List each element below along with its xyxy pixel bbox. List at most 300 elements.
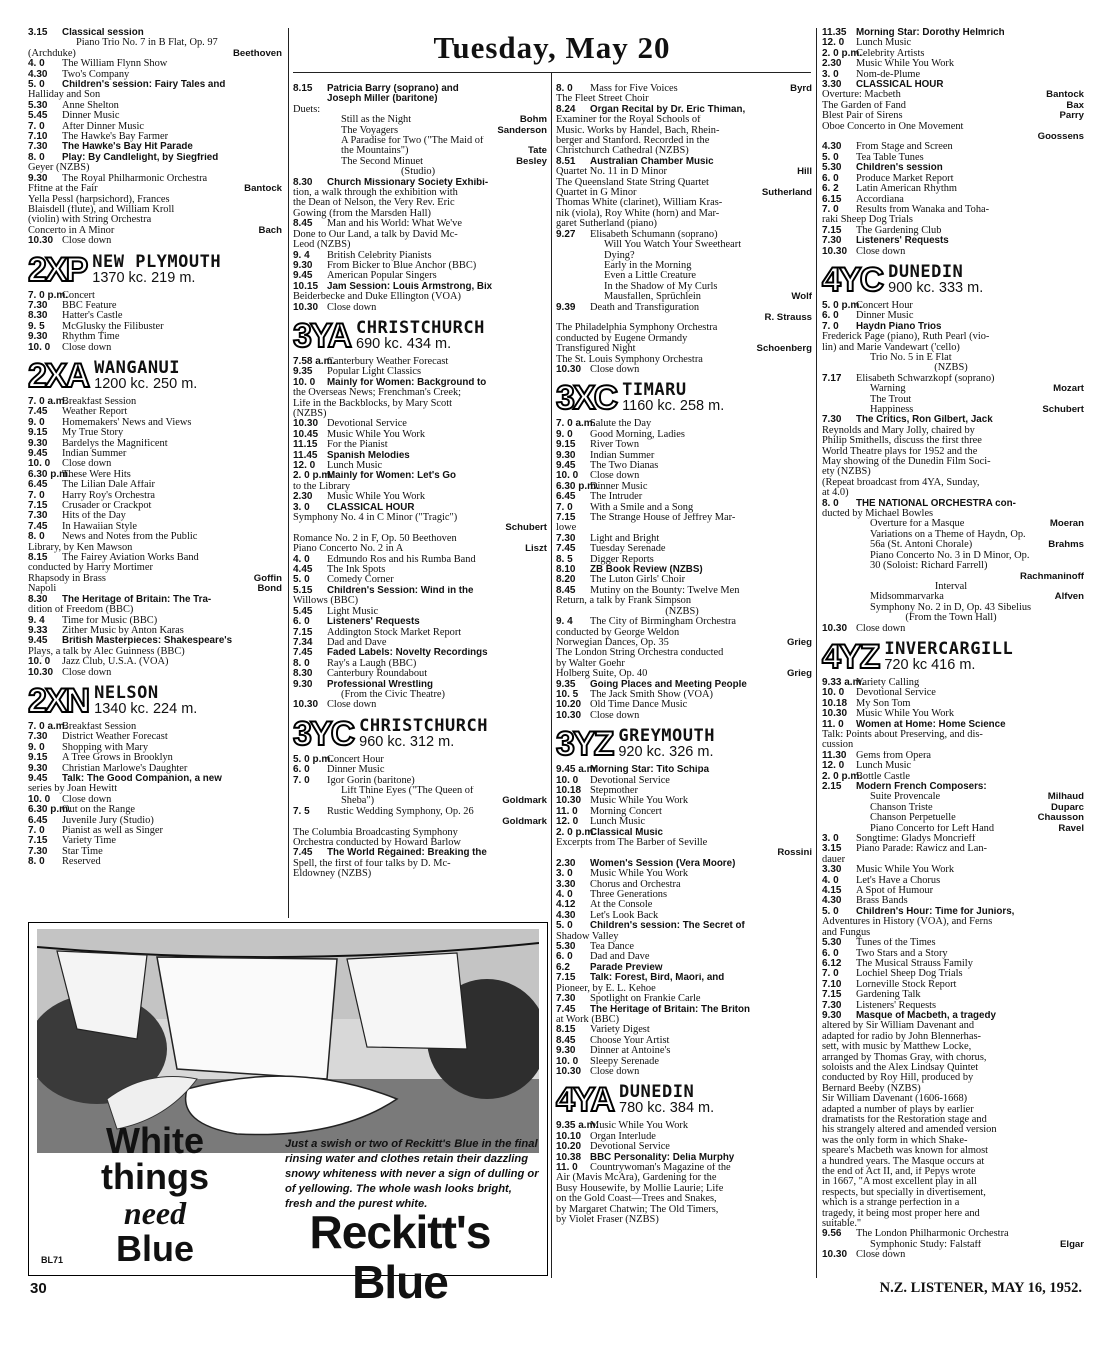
programme-time: 8. 0 bbox=[28, 152, 45, 163]
programme-line bbox=[293, 198, 547, 208]
programme-line bbox=[28, 836, 282, 846]
programme-composer bbox=[543, 776, 547, 786]
programme-time: 9.45 bbox=[556, 461, 576, 471]
programme-composer bbox=[1080, 1177, 1084, 1187]
programme-line bbox=[822, 803, 1084, 813]
programme-composer bbox=[1080, 1229, 1084, 1239]
programme-time: 4.30 bbox=[28, 69, 48, 80]
programme-time: 7.15 bbox=[556, 973, 576, 984]
programme-time: 7.30 bbox=[28, 732, 48, 743]
programme-line bbox=[293, 596, 547, 606]
programme-title: Breakfast Session bbox=[62, 396, 137, 407]
programme-title: Organ Recital by Dr. Eric Thiman, bbox=[590, 104, 746, 115]
programme-line bbox=[556, 952, 812, 962]
programme-line bbox=[28, 322, 282, 332]
programme-time: 9.45 bbox=[28, 636, 48, 647]
programme-time: 7. 0 a.m. bbox=[28, 721, 68, 732]
programme-line bbox=[822, 153, 1084, 163]
programme-composer bbox=[278, 636, 282, 646]
programme-composer bbox=[543, 607, 547, 617]
programme-title: World Theatre plays for 1952 and the bbox=[822, 446, 978, 457]
programme-composer bbox=[278, 784, 282, 794]
programme-title: Chanson Perpetuelle bbox=[870, 813, 956, 824]
programme-line bbox=[556, 900, 812, 910]
programme-title: Geyer (NZBS) bbox=[28, 163, 90, 174]
programme-title: Chorus and Orchestra bbox=[590, 879, 681, 890]
programme-title: Three Generations bbox=[590, 890, 668, 901]
programme-composer bbox=[808, 776, 812, 786]
programme-composer bbox=[1080, 1073, 1084, 1083]
programme-composer bbox=[808, 1153, 812, 1163]
programme-line bbox=[293, 659, 547, 669]
programme-title: Orchestra conducted by Howard Barlow bbox=[293, 838, 461, 848]
programme-composer bbox=[543, 648, 547, 658]
programme-title: ZB Book Review (NZBS) bbox=[590, 565, 703, 576]
programme-title: The Luton Girls' Choir bbox=[590, 575, 686, 586]
programme-line bbox=[28, 236, 282, 246]
programme-composer bbox=[1080, 1021, 1084, 1031]
programme-line bbox=[822, 886, 1084, 896]
station-header-2xa bbox=[28, 356, 282, 395]
programme-title: Gowing (from the Marsden Hall) bbox=[293, 208, 431, 219]
programme-line bbox=[293, 859, 547, 869]
programme-line bbox=[556, 188, 812, 198]
programme-time bbox=[293, 136, 327, 146]
programme-title: Early in the Morning bbox=[604, 260, 692, 271]
programme-title: Two Stars and a Story bbox=[856, 948, 948, 959]
page-number: 30 bbox=[30, 1280, 47, 1297]
programme-line bbox=[556, 1015, 812, 1025]
programme-composer bbox=[278, 407, 282, 417]
programme-composer bbox=[1080, 1001, 1084, 1011]
programme-time: 6. 0 bbox=[293, 617, 310, 628]
programme-line bbox=[822, 426, 1084, 436]
programme-time: 11.15 bbox=[293, 440, 318, 451]
programme-title: dition of Freedom (BBC) bbox=[28, 605, 134, 616]
programme-title: The Jack Smith Show (VOA) bbox=[590, 689, 713, 700]
programme-title: Addington Stock Market Report bbox=[327, 627, 462, 638]
programme-line bbox=[28, 439, 282, 449]
programme-title: Masque of Macbeth, a tragedy bbox=[856, 1010, 996, 1021]
station-header-3xc bbox=[556, 379, 812, 418]
programme-line bbox=[556, 219, 812, 229]
programme-title: Blest Pair of Sirens bbox=[822, 111, 903, 122]
programme-line bbox=[28, 491, 282, 501]
programme-time bbox=[822, 519, 856, 529]
programme-composer bbox=[278, 70, 282, 80]
programme-time bbox=[822, 395, 856, 405]
programme-line bbox=[293, 776, 547, 786]
programme-composer bbox=[1080, 447, 1084, 457]
programme-time: 9. 4 bbox=[556, 617, 573, 628]
programme-time: 7.15 bbox=[28, 501, 48, 512]
programme-time: 10.10 bbox=[556, 1131, 582, 1142]
programme-composer bbox=[808, 1121, 812, 1131]
programme-time: 7. 0 bbox=[822, 321, 839, 332]
programme-title: Rhythm Time bbox=[62, 332, 120, 343]
programme-line bbox=[293, 167, 547, 177]
programme-title: The William Flynn Show bbox=[62, 59, 168, 70]
programme-time: 7. 0 bbox=[28, 490, 45, 501]
programme-time: 9.15 bbox=[28, 428, 48, 439]
programme-composer bbox=[1080, 1157, 1084, 1167]
station-name: WANGANUI bbox=[94, 357, 181, 378]
programme-title: CLASSICAL HOUR bbox=[856, 80, 944, 91]
programme-composer bbox=[1080, 374, 1084, 384]
programme-composer: Bond bbox=[257, 584, 282, 595]
programme-title bbox=[293, 523, 501, 533]
programme-line bbox=[556, 323, 812, 333]
programme-title: With a Smile and a Song bbox=[590, 502, 694, 513]
programme-composer bbox=[543, 367, 547, 377]
programme-title: conducted by Roy Hill, produced by bbox=[822, 1073, 974, 1084]
programme-title: May showing of the Dunedin Film Soci- bbox=[822, 457, 991, 468]
programme-line bbox=[822, 132, 1084, 142]
programme-title: Music. Works by Handel, Bach, Rhein- bbox=[556, 125, 720, 136]
programme-title: Songtime: Gladys Moncrieff bbox=[856, 834, 976, 845]
programme-composer bbox=[808, 596, 812, 606]
programme-title: Close down bbox=[590, 1066, 640, 1077]
programme-composer bbox=[808, 1046, 812, 1056]
programme-title: Close down bbox=[590, 710, 640, 721]
programme-title: Spotlight on Frankie Carle bbox=[590, 994, 701, 1005]
programme-title: Christchurch Cathedral (NZBS) bbox=[556, 146, 689, 157]
programme-time: 10.30 bbox=[822, 1250, 848, 1261]
programme-line bbox=[293, 690, 547, 700]
programme-composer bbox=[543, 807, 547, 817]
programme-title: Devotional Service bbox=[590, 1142, 670, 1153]
programme-composer bbox=[808, 1057, 812, 1067]
programme-line bbox=[822, 561, 1084, 571]
ad-headline-line-2: need bbox=[123, 1195, 187, 1231]
programme-composer bbox=[278, 90, 282, 100]
programme-composer bbox=[278, 626, 282, 636]
programme-line bbox=[556, 303, 812, 313]
programme-line bbox=[556, 1194, 812, 1204]
programme-title: arranged by Thomas Gray, with chorus, bbox=[822, 1052, 987, 1063]
programme-composer bbox=[1080, 1094, 1084, 1104]
programme-title: Sir William Davenant (1606-1668) bbox=[822, 1094, 968, 1105]
programme-line bbox=[822, 540, 1084, 550]
programme-line bbox=[556, 973, 812, 983]
programme-time: 2. 0 p.m. bbox=[293, 471, 334, 482]
programme-line bbox=[293, 680, 547, 690]
programme-line bbox=[822, 363, 1084, 373]
programme-line bbox=[822, 1063, 1084, 1073]
programme-title: Classical session bbox=[62, 28, 144, 38]
programme-composer bbox=[543, 282, 547, 292]
programme-composer: Wolf bbox=[791, 292, 812, 303]
programme-title: Juvenile Jury (Studio) bbox=[62, 815, 154, 826]
ad-brand-name: Reckitt's Blue bbox=[309, 1206, 491, 1308]
programme-time: 7.45 bbox=[293, 848, 313, 859]
programme-line bbox=[293, 430, 547, 440]
programme-composer bbox=[1080, 938, 1084, 948]
programme-time: 7. 0 a.m. bbox=[556, 419, 596, 430]
programme-title: Close down bbox=[327, 302, 377, 313]
programme-composer bbox=[278, 816, 282, 826]
programme-title: speare's Macbeth was known for almost bbox=[822, 1146, 989, 1157]
programme-composer bbox=[808, 890, 812, 900]
programme-composer bbox=[1080, 980, 1084, 990]
programme-composer bbox=[808, 271, 812, 281]
programme-time bbox=[822, 384, 856, 394]
programme-time: 6.15 bbox=[822, 194, 842, 205]
programme-title: Even a Little Creature bbox=[604, 271, 697, 282]
programme-title: The City of Birmingham Orchestra bbox=[590, 617, 737, 628]
programme-composer bbox=[808, 261, 812, 271]
programme-title: (violin) with String Orchestra bbox=[28, 215, 152, 226]
programme-time: 9.30 bbox=[822, 1010, 842, 1021]
programme-time: 7.45 bbox=[28, 407, 48, 418]
programme-line bbox=[822, 751, 1084, 761]
programme-line bbox=[293, 648, 547, 658]
ad-body-copy: Just a swish or two of Reckitt's Blue in the final rinsing water and clothes retain their dazzling snowy whiteness with never a sign of dulling or of yellowing. The whole wash looks bright, fresh and the purest white. bbox=[285, 1138, 539, 1210]
programme-composer bbox=[543, 357, 547, 367]
programme-line bbox=[28, 774, 282, 784]
programme-composer bbox=[808, 838, 812, 848]
programme-title: Listeners' Requests bbox=[327, 617, 420, 628]
programme-composer: Bantock bbox=[244, 184, 282, 195]
programme-time: 7. 0 p.m. bbox=[28, 290, 69, 301]
programme-title: The Heritage of Britain: The Tra- bbox=[62, 594, 212, 605]
programme-composer bbox=[808, 952, 812, 962]
programme-composer bbox=[543, 503, 547, 513]
programme-composer bbox=[278, 236, 282, 246]
station-name: GREYMOUTH bbox=[618, 726, 715, 747]
programme-title: conducted by Harry Mortimer bbox=[28, 563, 153, 574]
programme-title: A Spot of Humour bbox=[856, 886, 934, 897]
programme-time: 8.20 bbox=[556, 575, 576, 586]
programme-composer bbox=[1080, 582, 1084, 592]
programme-title: Accordiana bbox=[856, 194, 904, 205]
programme-title: Celebrity Artists bbox=[856, 48, 925, 59]
programme-title: Ray's a Laugh (BBC) bbox=[327, 658, 417, 669]
programme-composer bbox=[278, 174, 282, 184]
programme-time: 7. 0 a.m. bbox=[28, 396, 68, 407]
programme-time: 10.30 bbox=[556, 1066, 582, 1077]
programme-composer bbox=[278, 301, 282, 311]
programme-title: For the Pianist bbox=[327, 440, 388, 451]
programme-title: by Margaret Chatwin; The Old Timers, bbox=[556, 1204, 719, 1215]
programme-title: The Heritage of Britain: The Briton bbox=[590, 1004, 751, 1015]
programme-title: These Were Hits bbox=[62, 469, 131, 480]
programme-line bbox=[556, 638, 812, 648]
programme-time: 6.45 bbox=[556, 492, 576, 503]
programme-time: 3.15 bbox=[28, 28, 48, 38]
programme-composer bbox=[1080, 499, 1084, 509]
programme-title: Warning bbox=[870, 384, 906, 395]
programme-line bbox=[293, 388, 547, 398]
programme-line bbox=[28, 343, 282, 353]
programme-line bbox=[293, 409, 547, 419]
programme-time: 10.30 bbox=[822, 623, 848, 634]
programme-composer bbox=[278, 563, 282, 573]
programme-composer bbox=[543, 419, 547, 429]
programme-line bbox=[822, 122, 1084, 132]
programme-line bbox=[822, 792, 1084, 802]
programme-title: Oboe Concerto in One Movement bbox=[822, 121, 964, 132]
programme-time bbox=[822, 1240, 856, 1250]
programme-composer bbox=[278, 428, 282, 438]
programme-time: 5. 0 bbox=[28, 80, 45, 91]
programme-title: Spanish Melodies bbox=[327, 450, 410, 461]
programme-line bbox=[822, 1094, 1084, 1104]
programme-title: Dad and Dave bbox=[327, 637, 387, 648]
programme-line bbox=[28, 805, 282, 815]
programme-title: Organ Interlude bbox=[590, 1131, 656, 1142]
programme-title: Will You Watch Your Sweetheart bbox=[604, 240, 742, 251]
programme-title: Eldowney (NZBS) bbox=[293, 869, 372, 880]
programme-time: 5. 0 p.m. bbox=[822, 300, 863, 311]
programme-time: 7.15 bbox=[556, 513, 576, 524]
programme-composer bbox=[1080, 1250, 1084, 1260]
programme-line bbox=[556, 334, 812, 344]
programme-composer bbox=[808, 178, 812, 188]
programme-title: and Fungus bbox=[822, 927, 871, 938]
programme-time: 10.45 bbox=[293, 429, 319, 440]
programme-line bbox=[822, 907, 1084, 917]
programme-title: Morning Star: Dorothy Helmrich bbox=[856, 28, 1005, 38]
programme-time: 2.30 bbox=[822, 59, 842, 70]
programme-line bbox=[28, 101, 282, 111]
programme-composer bbox=[278, 439, 282, 449]
programme-title: Dinner at Antoine's bbox=[590, 1046, 671, 1057]
programme-time: 10.18 bbox=[556, 785, 582, 796]
programme-time: 9.45 a.m. bbox=[556, 765, 599, 776]
programme-title: Children's session: The Secret of bbox=[590, 921, 745, 932]
programme-composer bbox=[808, 817, 812, 827]
programme-title: Concert bbox=[62, 290, 95, 301]
programme-title: (Archduke) bbox=[28, 48, 76, 59]
programme-title: Star Time bbox=[62, 846, 103, 857]
programme-composer bbox=[278, 215, 282, 225]
programme-composer bbox=[543, 430, 547, 440]
programme-time: 7. 0 bbox=[822, 969, 839, 980]
programme-title: The Trout bbox=[870, 394, 912, 405]
programme-title: Rustic Wedding Symphony, Op. 26 bbox=[327, 806, 474, 817]
programme-line bbox=[822, 824, 1084, 834]
programme-line bbox=[556, 765, 812, 775]
programme-title: Children's session bbox=[856, 163, 943, 174]
programme-title: Edmundo Ros and his Rumba Band bbox=[327, 554, 476, 565]
programme-line bbox=[556, 1173, 812, 1183]
programme-time: 7.15 bbox=[822, 225, 842, 236]
programme-line bbox=[822, 782, 1084, 792]
station-logo: 3XC bbox=[556, 379, 617, 418]
programme-time: 7. 0 bbox=[28, 826, 45, 836]
programme-composer: Schubert bbox=[1042, 405, 1084, 415]
programme-composer bbox=[1080, 1105, 1084, 1115]
programme-title: Concerto in A Minor bbox=[28, 225, 115, 236]
programme-title: Mass for Five Voices bbox=[590, 84, 678, 94]
programme-line bbox=[556, 419, 812, 429]
programme-time: 5. 0 bbox=[556, 921, 573, 932]
programme-title: The Gardening Club bbox=[856, 225, 942, 236]
programme-line bbox=[822, 384, 1084, 394]
programme-line bbox=[28, 49, 282, 59]
programme-line bbox=[28, 532, 282, 542]
programme-time: 2.15 bbox=[822, 782, 842, 792]
programme-title: Dinner Music bbox=[327, 765, 385, 776]
station-header-2xp bbox=[28, 250, 282, 289]
programme-time: 5. 0 p.m. bbox=[293, 754, 334, 765]
programme-line bbox=[556, 251, 812, 261]
programme-line bbox=[28, 636, 282, 646]
programme-composer bbox=[278, 732, 282, 742]
programme-time: 10.30 bbox=[556, 796, 582, 807]
programme-title: At the Console bbox=[590, 900, 653, 911]
programme-composer bbox=[278, 722, 282, 732]
programme-line bbox=[28, 153, 282, 163]
programme-composer bbox=[808, 251, 812, 261]
programme-title: by Walter Goehr bbox=[556, 658, 625, 669]
programme-title: Children's session: Fairy Tales and bbox=[62, 80, 226, 91]
station-logo: 3YC bbox=[293, 714, 354, 753]
programme-time: 7.45 bbox=[293, 648, 313, 659]
programme-title: Church Missionary Society Exhibi- bbox=[327, 177, 489, 188]
column-rule bbox=[288, 28, 289, 918]
programme-composer: Rachmaninoff bbox=[1020, 571, 1084, 582]
programme-line bbox=[822, 730, 1084, 740]
programme-composer bbox=[1080, 876, 1084, 886]
programme-composer bbox=[543, 690, 547, 700]
programme-time: 10.30 bbox=[28, 667, 54, 678]
programme-title: Frederick Page (piano), Ruth Pearl (vio- bbox=[822, 332, 990, 343]
programme-title: Old Time Dance Music bbox=[590, 700, 688, 711]
programme-title: Talk: Points about Preserving, and dis- bbox=[822, 729, 983, 740]
programme-composer bbox=[1080, 699, 1084, 709]
programme-line bbox=[293, 126, 547, 136]
programme-time bbox=[556, 282, 590, 292]
station-frequency: 1200 kc. 250 m. bbox=[94, 375, 198, 392]
programme-title: The Fairey Aviation Works Band bbox=[62, 553, 199, 564]
programme-composer bbox=[278, 774, 282, 784]
programme-composer bbox=[808, 1067, 812, 1077]
programme-line bbox=[822, 709, 1084, 719]
column-1 bbox=[28, 28, 282, 868]
programme-composer bbox=[1080, 28, 1084, 38]
programme-composer: Goldmark bbox=[502, 817, 547, 828]
programme-line bbox=[556, 471, 812, 481]
programme-time: 4.45 bbox=[293, 565, 313, 576]
programme-composer bbox=[543, 617, 547, 627]
programme-title: sett, with music by Matthew Locke, bbox=[822, 1042, 972, 1053]
programme-title: Close down bbox=[856, 623, 906, 634]
programme-time: 6.30 p.m. bbox=[556, 481, 599, 492]
programme-line bbox=[556, 628, 812, 638]
programme-title: Chanson Triste bbox=[870, 802, 933, 813]
programme-title: conducted by George Weldon bbox=[556, 627, 680, 638]
programme-title: Weather Report bbox=[62, 407, 128, 418]
programme-time: 7.15 bbox=[28, 836, 48, 847]
programme-line bbox=[556, 575, 812, 585]
column-3 bbox=[556, 84, 812, 1225]
programme-line bbox=[556, 838, 812, 848]
programme-line bbox=[28, 722, 282, 732]
programme-title: Choose Your Artist bbox=[590, 1035, 670, 1046]
programme-title: Light Music bbox=[327, 606, 379, 617]
programme-composer bbox=[808, 911, 812, 921]
programme-composer bbox=[808, 900, 812, 910]
programme-line bbox=[28, 563, 282, 573]
programme-title: Air (Mavis McAra), Gardening for the bbox=[556, 1173, 717, 1184]
programme-title bbox=[293, 817, 498, 827]
programme-line bbox=[556, 167, 812, 177]
programme-time bbox=[822, 592, 856, 602]
programme-title: Reserved bbox=[62, 857, 101, 868]
programme-composer bbox=[278, 397, 282, 407]
